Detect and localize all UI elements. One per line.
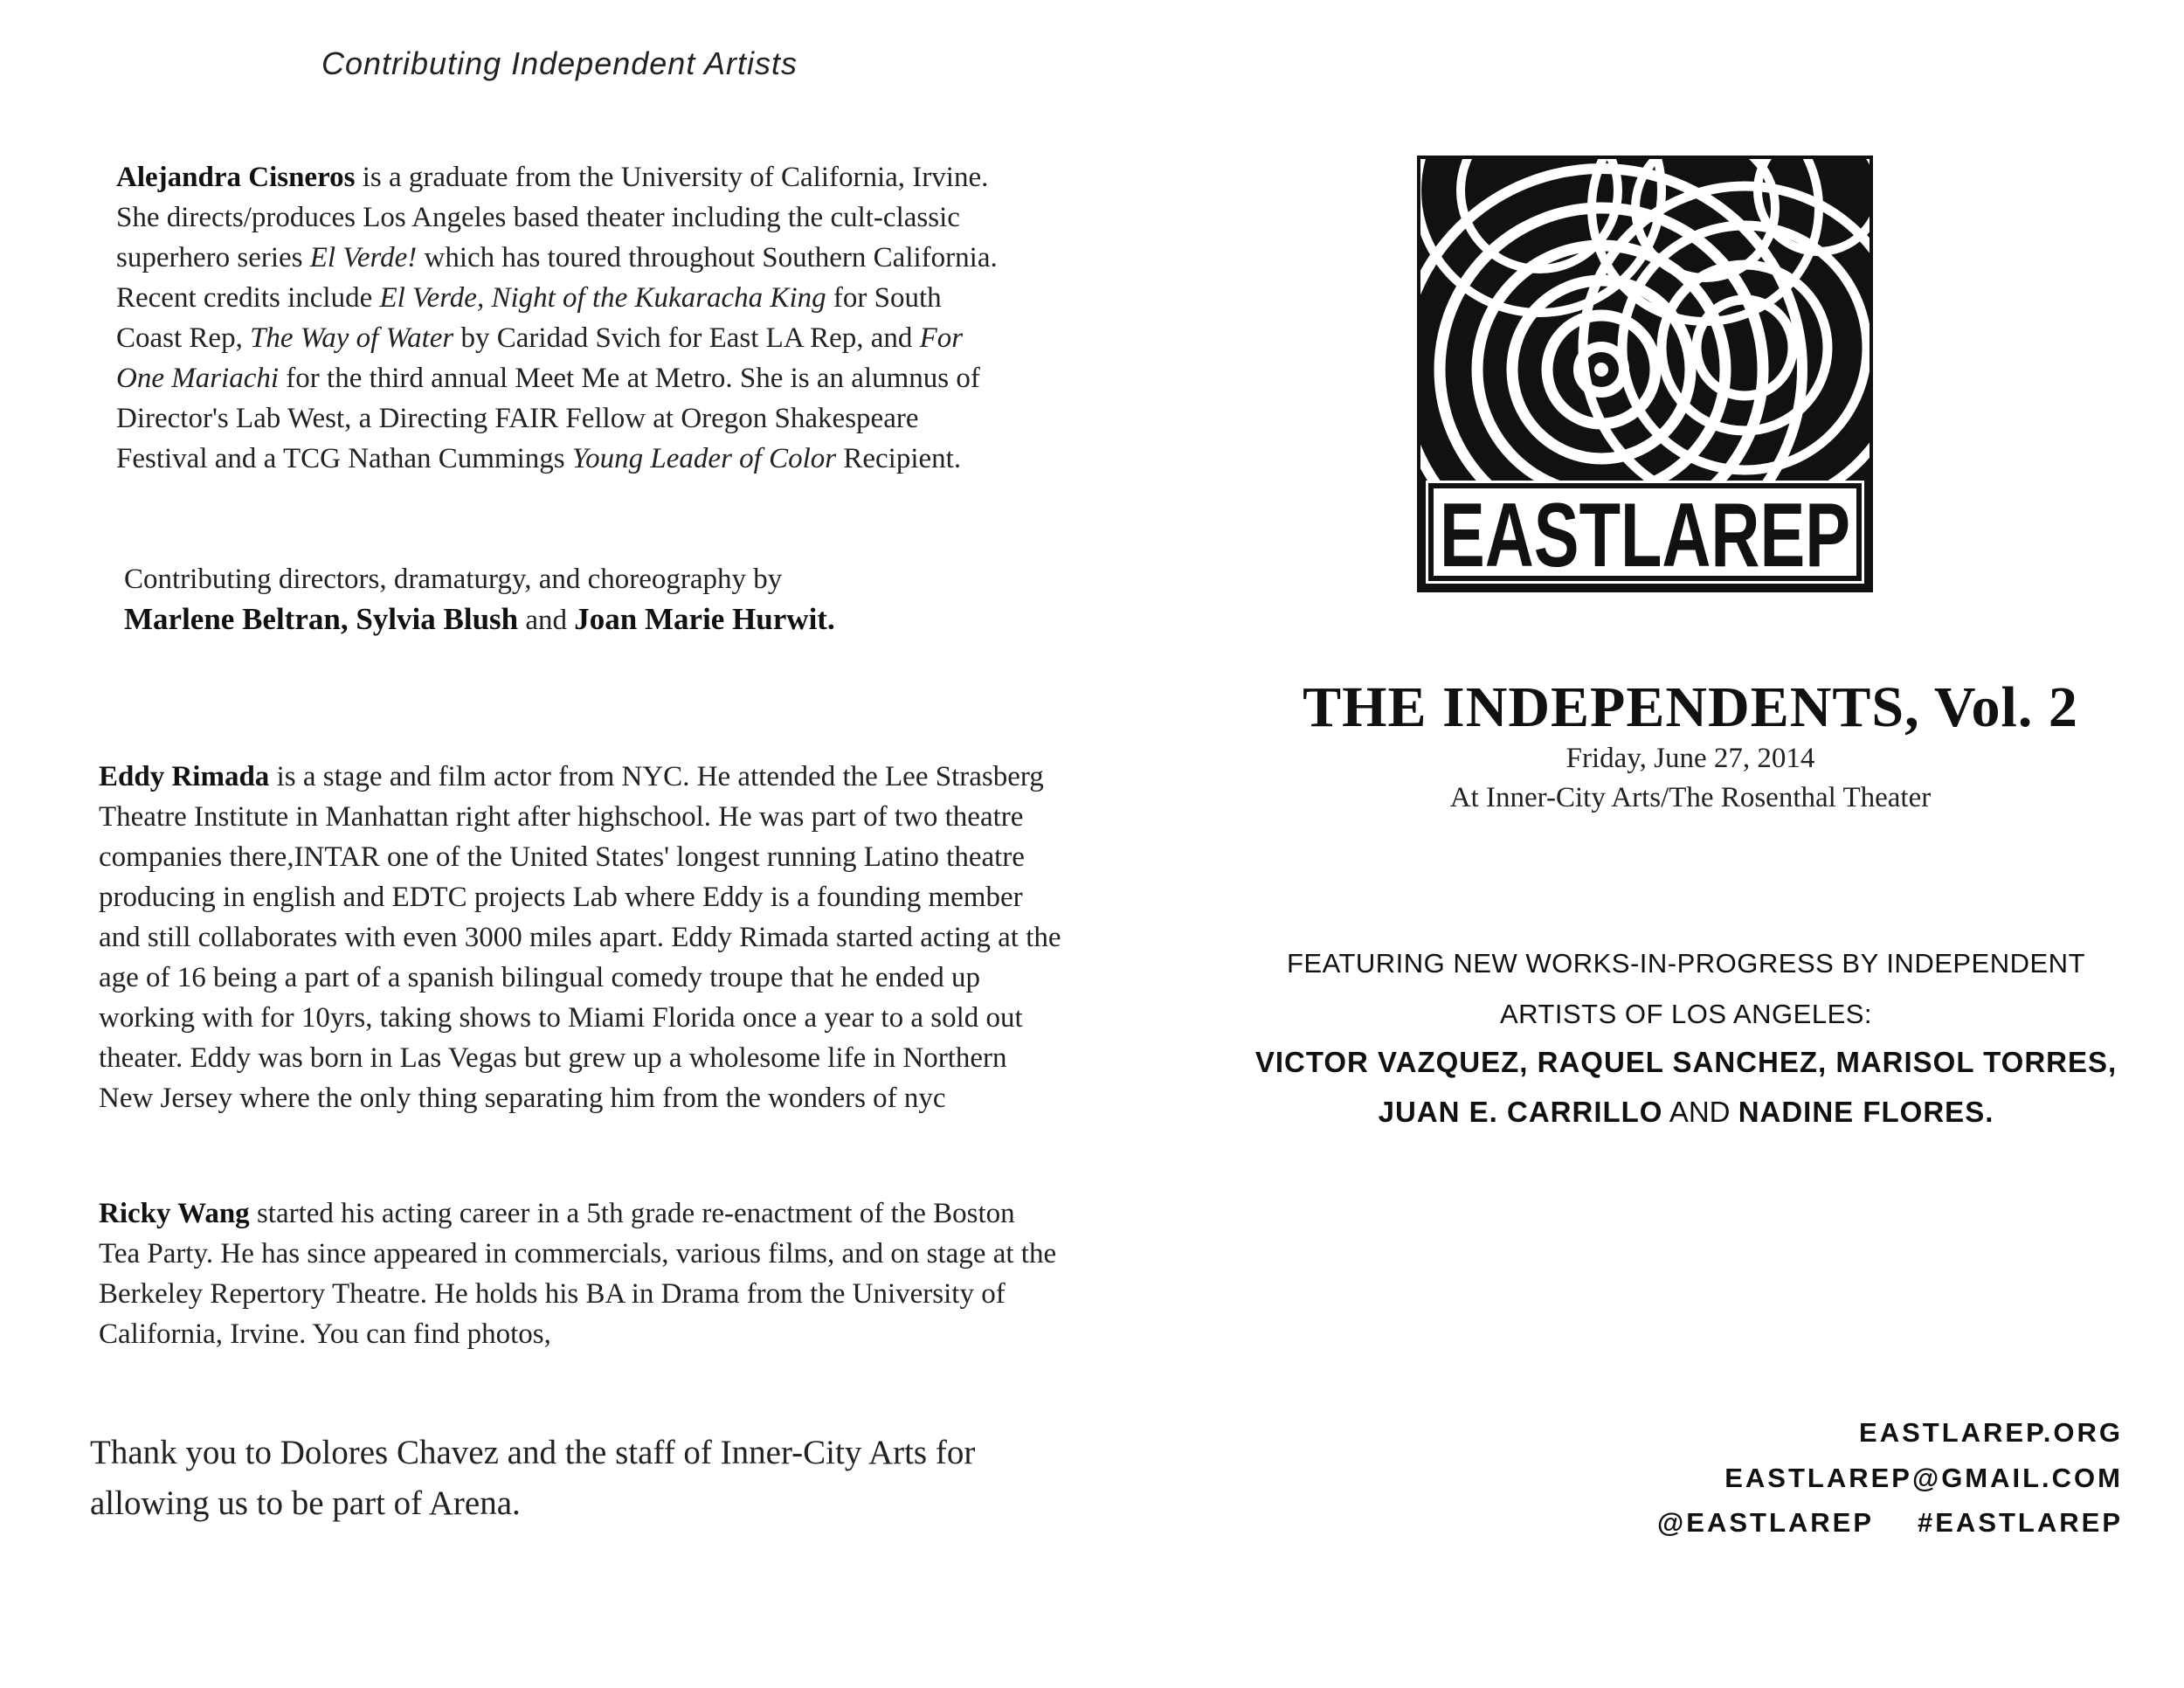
social-handle[interactable]: @EASTLAREP: [1657, 1507, 1875, 1538]
bio-alejandra-cisneros: [116, 157, 1012, 479]
website-link[interactable]: EASTLAREP.ORG: [1859, 1417, 2123, 1448]
bio1-text: [116, 162, 998, 474]
east-la-rep-logo: [1417, 156, 1873, 592]
bio1-segment: is a graduate from the University of California, Irvine. She directs/produces Los Angeles based theater including the cult-classic superhero series: [116, 162, 989, 273]
contributors-credit: [124, 559, 1085, 640]
bio1-segment: by Caridad Svich for East LA Rep, and: [453, 322, 920, 354]
featuring-line-2: ARTISTS OF LOS ANGELES:: [1499, 999, 1873, 1029]
bio1-segment: Young Leader of Color: [571, 443, 837, 474]
bio1-segment: for South Coast Rep,: [116, 282, 942, 354]
section-heading: Contributing Independent Artists: [321, 45, 798, 81]
featuring-line-1: FEATURING NEW WORKS-IN-PROGRESS BY INDEPENDENT: [1286, 948, 2086, 979]
bio1-name: Alejandra Cisneros: [116, 162, 356, 193]
bio1-segment: which has toured throughout Southern California. Recent credits include: [116, 242, 998, 314]
bio1-paragraph: [116, 157, 1012, 479]
bio3-text: started his acting career in a 5th grade re-enactment of the Boston Tea Party. He has since appeared in commercials, various films, and on stage at the Berkeley Repertory Theatre. He holds his BA in Drama from the University of California, Irvine. You can find photos,: [99, 1198, 1057, 1350]
event-date: Friday, June 27, 2014: [1565, 743, 1815, 774]
featured-artists-line-1: VICTOR VAZQUEZ, RAQUEL SANCHEZ, MARISOL TORRES,: [1254, 1046, 2118, 1078]
bio1-segment: for the third annual Meet Me at Metro. She is an alumnus of Director's Lab West, a Directing FAIR Fellow at Oregon Shakespeare Festival and a TCG Nathan Cummings: [116, 363, 980, 474]
social-handles: [1657, 1507, 2123, 1539]
bio3-paragraph: [99, 1193, 1060, 1354]
bio2-text: is a stage and film actor from NYC. He attended the Lee Strasberg Theatre Institute in Manhattan right after highschool. He was part of two theatre companies there,INTAR one of the United States' longest running Latino theatre producing in english and EDTC projects Lab where Eddy is a founding member and still collaborates with even 3000 miles apart. Eddy Rimada started acting at the age of 16 being a part of a spanish bilingual comedy troupe that he ended up working with for 10yrs, taking shows to Miami Florida once a year to a sold out theater. Eddy was born in Las Vegas but grew up a wholesome life in Northern New Jersey where the only thing separating him from the wonders of nyc: [99, 761, 1061, 1114]
bio-ricky-wang: [99, 1193, 1060, 1354]
contributors-line: Contributing directors, dramaturgy, and choreography by: [124, 564, 783, 595]
featured-artists-line-2: JUAN E. CARRILLO AND NADINE FLORES.: [1378, 1096, 1994, 1128]
bio-eddy-rimada: [99, 757, 1068, 1118]
bio1-segment: The Way of Water: [250, 322, 454, 354]
bio3-name: Ricky Wang: [99, 1198, 250, 1229]
thank-you-note: Thank you to Dolores Chavez and the staff of Inner-City Arts for allowing us to be part of Arena.: [90, 1434, 976, 1522]
bio1-segment: For One Mariachi: [116, 322, 964, 394]
bio2-name: Eddy Rimada: [99, 761, 270, 792]
bio1-segment: El Verde!: [309, 242, 418, 273]
logo-text: EASTLAREP: [1440, 485, 1850, 586]
event-venue: At Inner-City Arts/The Rosenthal Theater: [1449, 782, 1932, 813]
email-link[interactable]: EASTLAREP@GMAIL.COM: [1724, 1463, 2123, 1493]
event-title: THE INDEPENDENTS, Vol. 2: [1303, 675, 2078, 739]
bio2-paragraph: [99, 757, 1068, 1118]
bio1-segment: El Verde, Night of the Kukaracha King: [379, 282, 826, 314]
logo-graphic-icon: [1417, 156, 1873, 592]
contributors-names: Marlene Beltran, Sylvia Blush and Joan Marie Hurwit.: [124, 602, 835, 636]
social-hashtag[interactable]: #EASTLAREP: [1918, 1507, 2123, 1538]
bio1-segment: Recipient.: [836, 443, 962, 474]
